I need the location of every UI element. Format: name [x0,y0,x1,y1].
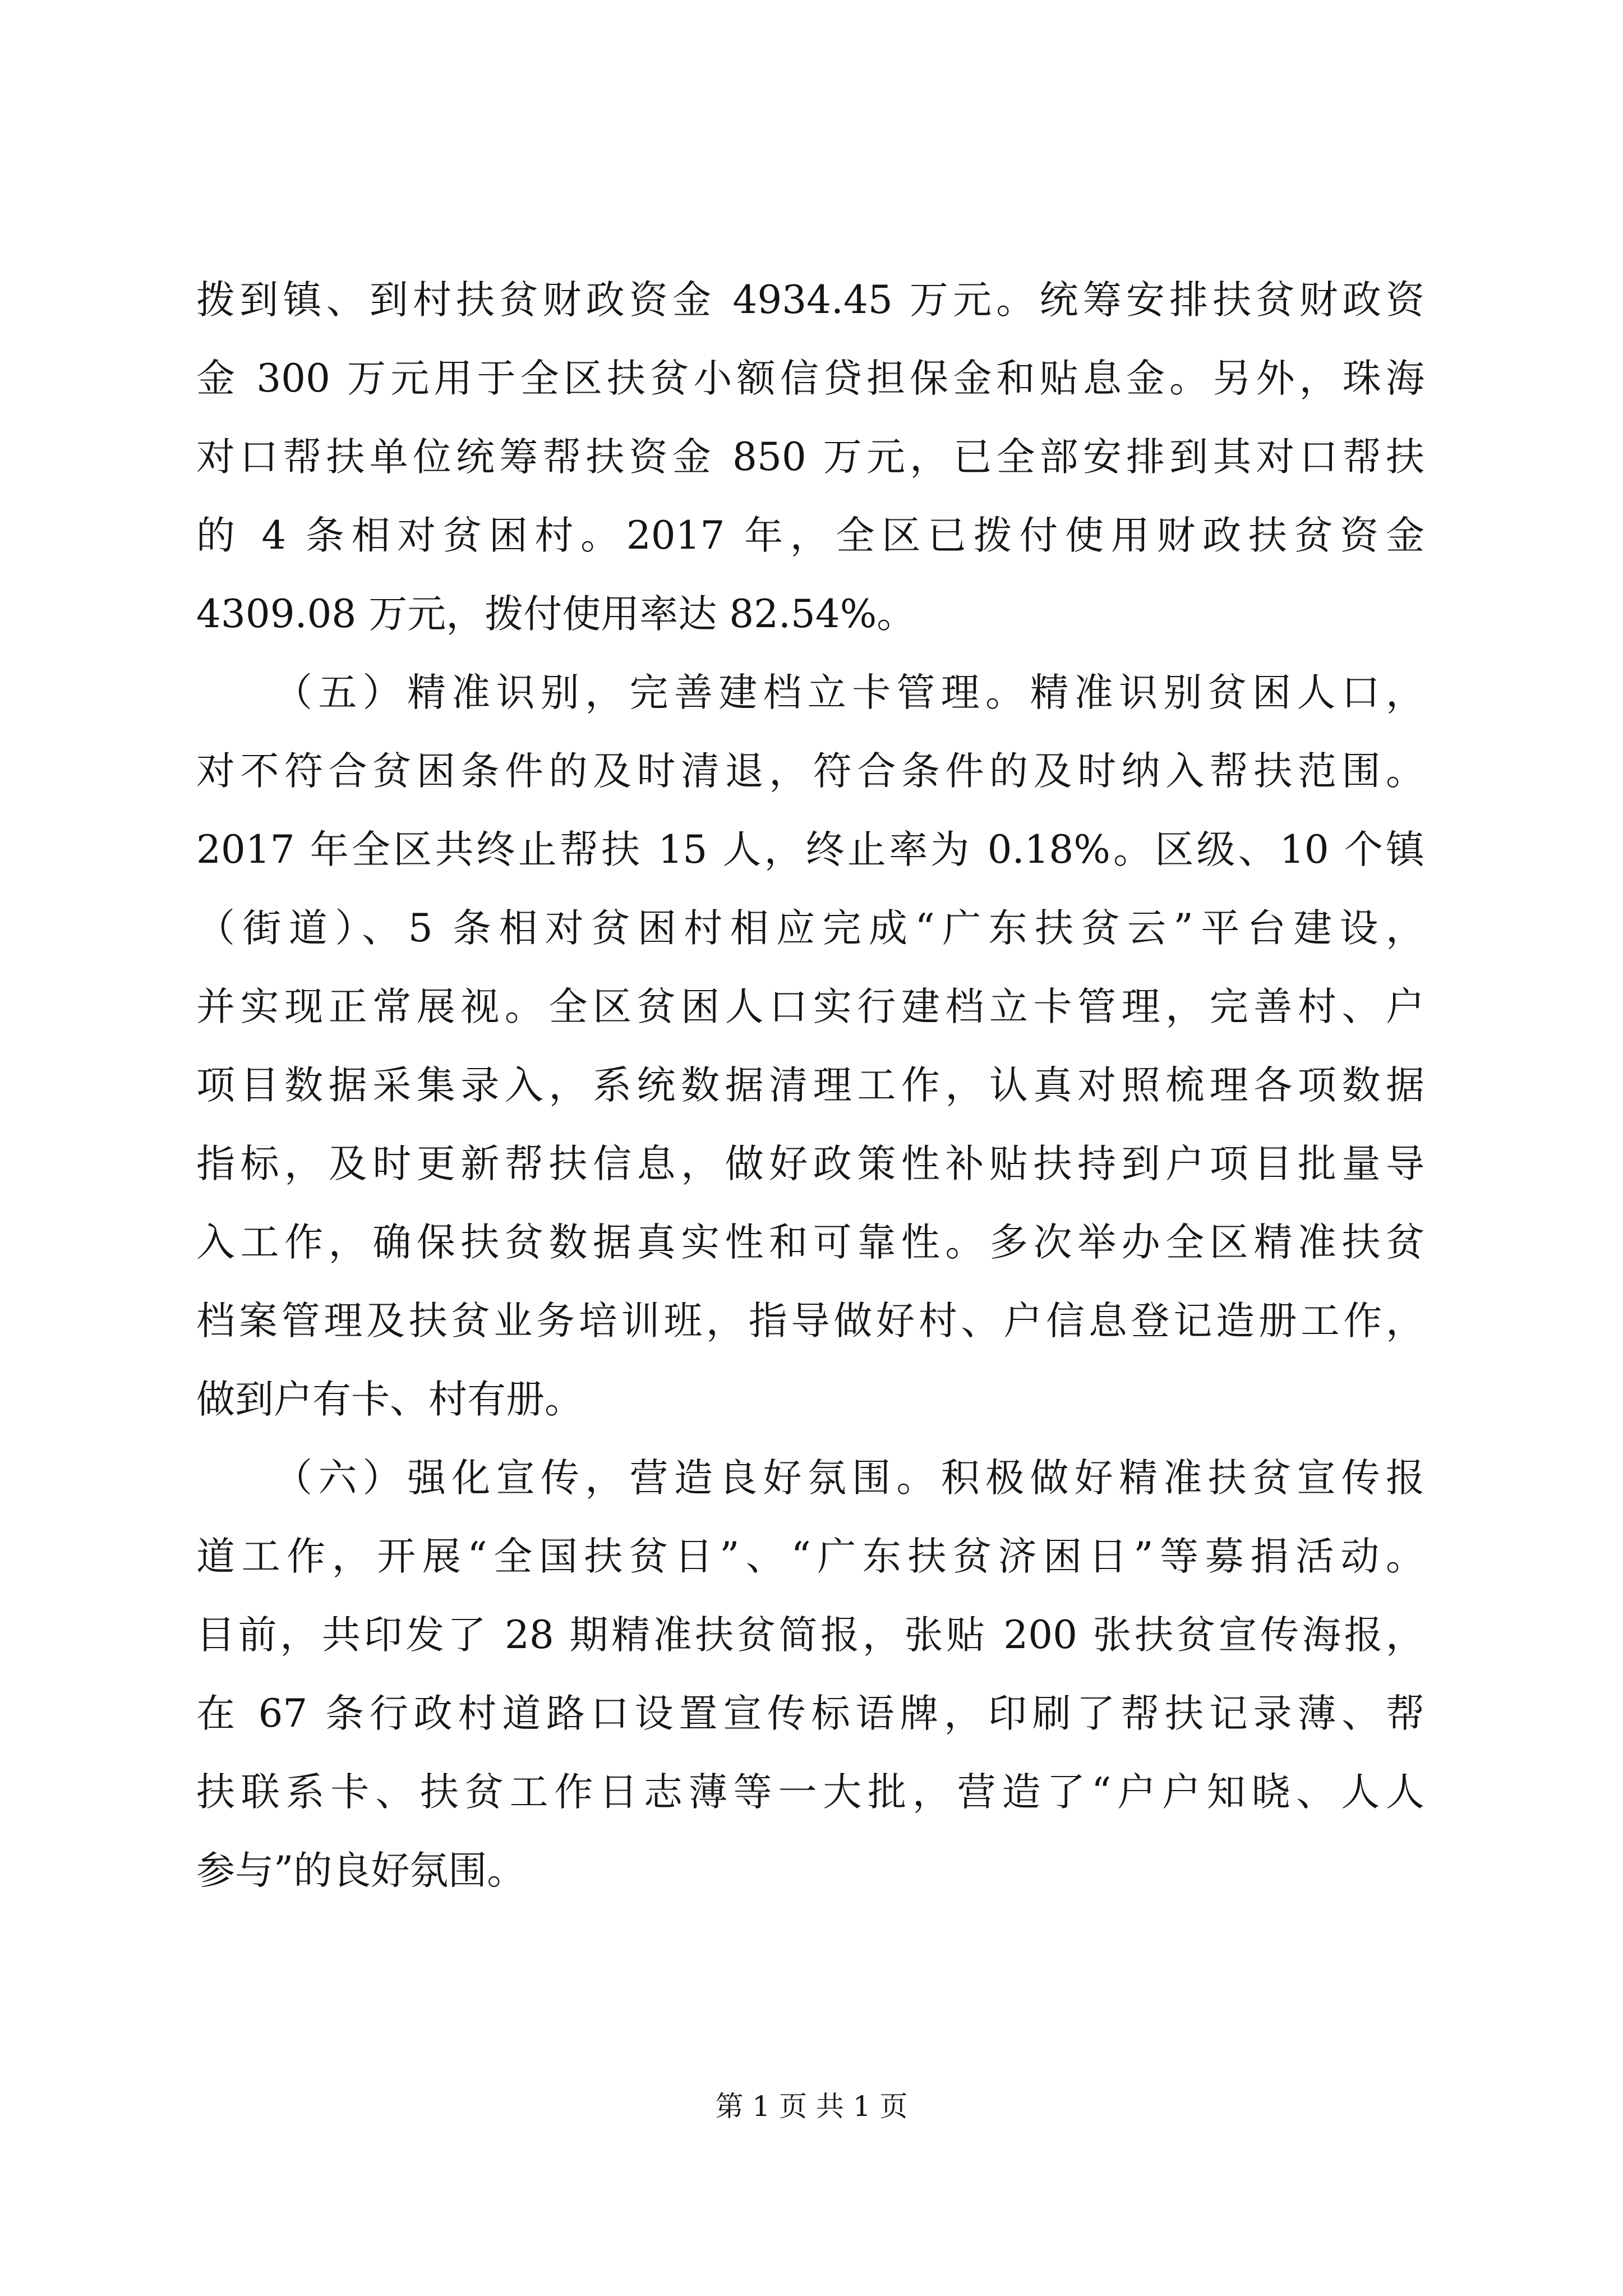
text-line: 项目数据采集录入，系统数据清理工作，认真对照梳理各项数据 [196,1063,1424,1108]
paragraph-start: （五）精准识别，完善建档立卡管理。精准识别贫困人口， [274,670,1424,715]
text-line: 做到户有卡、村有册。 [196,1377,583,1422]
text-line: 对口帮扶单位统筹帮扶资金 850 万元，已全部安排到其对口帮扶 [196,435,1424,480]
page-footer: 第 1 页 共 1 页 [715,2090,908,2123]
paragraph-start: （六）强化宣传，营造良好氛围。积极做好精准扶贫宣传报 [274,1456,1424,1501]
text-line: 扶联系卡、扶贫工作日志薄等一大批，营造了“户户知晓、人人 [196,1770,1424,1815]
text-line: 拨到镇、到村扶贫财政资金 4934.45 万元。统筹安排扶贫财政资 [196,278,1424,323]
text-line: 参与”的良好氛围。 [196,1848,526,1893]
text-line: 4309.08 万元，拨付使用率达 82.54%。 [196,592,916,637]
text-line: 金 300 万元用于全区扶贫小额信贷担保金和贴息金。另外，珠海 [196,356,1424,401]
text-line: 的 4 条相对贫困村。2017 年，全区已拨付使用财政扶贫资金 [196,513,1424,558]
text-line: 目前，共印发了 28 期精准扶贫简报，张贴 200 张扶贫宣传海报， [196,1613,1424,1658]
text-line: 道工作，开展“全国扶贫日”、“广东扶贫济困日”等募捐活动。 [196,1534,1424,1579]
text-line: （街道）、5 条相对贫困村相应完成“广东扶贫云”平台建设， [196,906,1424,951]
text-line: 对不符合贫困条件的及时清退，符合条件的及时纳入帮扶范围。 [196,749,1424,794]
text-line: 在 67 条行政村道路口设置宣传标语牌，印刷了帮扶记录薄、帮 [196,1691,1424,1736]
text-line: 2017 年全区共终止帮扶 15 人，终止率为 0.18%。区级、10 个镇 [196,827,1424,872]
document-body [196,261,1424,1910]
text-line: 档案管理及扶贫业务培训班，指导做好村、户信息登记造册工作， [196,1299,1424,1343]
text-line: 并实现正常展视。全区贫困人口实行建档立卡管理，完善村、户 [196,984,1424,1029]
text-line: 指标，及时更新帮扶信息，做好政策性补贴扶持到户项目批量导 [196,1142,1424,1186]
text-line: 入工作，确保扶贫数据真实性和可靠性。多次举办全区精准扶贫 [196,1220,1424,1265]
